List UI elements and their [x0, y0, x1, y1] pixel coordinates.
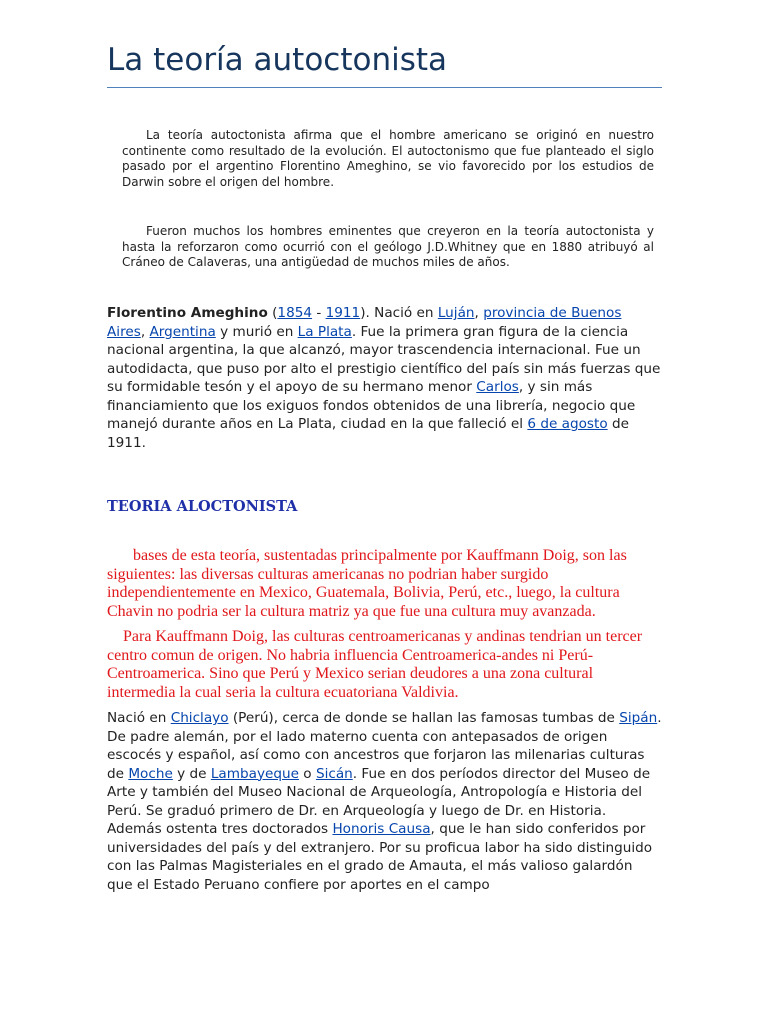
- text-fragment: o: [298, 765, 316, 782]
- text-fragment: ,: [140, 323, 150, 340]
- title-underline: [107, 87, 662, 88]
- text-fragment: y murió en: [215, 323, 298, 340]
- link-chiclayo[interactable]: Chiclayo: [170, 710, 229, 726]
- aloctonista-paragraph-2: Para Kauffmann Doig, las culturas centroamericanas y andinas tendrian un tercer centro comun de origen. No habria influencia Centroamerica-andes ni Perú-Centroamerica. Sino que Perú y Mexico serian deudores a una zona cultural intermedia la cual seria la cultura ecuatoriana Valdivia.: [107, 628, 643, 702]
- link-1911[interactable]: 1911: [325, 305, 361, 321]
- link-lambayeque[interactable]: Lambayeque: [210, 765, 299, 782]
- link-moche[interactable]: Moche: [128, 765, 173, 782]
- link-la-plata[interactable]: La Plata: [297, 323, 352, 340]
- text-fragment: , que le han sido conferidos por universidades del país y del extranjero. Por su proficua labor ha sido distinguido con las Palmas Magisteriales en el grado de Amauta, el más valioso galardón que el Estado Peruano confiere por aportes en el campo: [107, 821, 653, 893]
- intro-paragraph-2: Fueron muchos los hombres eminentes que creyeron en la teoría autoctonista y hasta la reforzaron como ocurrió con el geólogo J.D.Whitney que en 1880 atribuyó al Cráneo de Calaveras, una antigüedad de muchos miles de años.: [122, 224, 654, 269]
- kauffmann-paragraph: [107, 709, 662, 894]
- text-fragment: -: [312, 305, 326, 321]
- aloctonista-paragraph-1: bases de esta teoría, sustentadas principalmente por Kauffmann Doig, son las siguientes: las diversas culturas americanas no podrian haber surgido independientemente en Mexico, Guatemala, Bolivia, Perú, etc., luego, la cultura Chavin no podria ser la cultura matriz ya que fue una cultura muy avanzada.: [107, 547, 627, 621]
- section-heading-aloctonista: TEORIA ALOCTONISTA: [107, 498, 298, 515]
- text-fragment: y de: [172, 765, 211, 782]
- link-provincia-buenos-aires[interactable]: provincia de Buenos Aires: [107, 305, 622, 340]
- text-fragment: Nació en: [107, 710, 171, 726]
- text-fragment: (: [267, 305, 278, 321]
- link-argentina[interactable]: Argentina: [149, 323, 216, 340]
- link-carlos[interactable]: Carlos: [476, 379, 519, 395]
- link-honoris-causa[interactable]: Honoris Causa: [332, 821, 431, 837]
- ameghino-paragraph: [107, 304, 662, 452]
- ameghino-name: Florentino Ameghino: [107, 305, 268, 321]
- page-title: La teoría autoctonista: [107, 42, 448, 78]
- link-6-de-agosto[interactable]: 6 de agosto: [527, 416, 608, 432]
- text-fragment: , y sin más financiamiento que los exiguos fondos obtenidos de una librería, negocio que manejó durante años en La Plata, ciudad en la que falleció el: [107, 379, 636, 432]
- text-fragment: . De padre alemán, por el lado materno cuenta con antepasados de origen escocés y español, así como con ancestros que forjaron las milenarias culturas de: [107, 710, 662, 782]
- link-sican[interactable]: Sicán: [315, 765, 353, 782]
- text-fragment: ,: [474, 305, 484, 321]
- link-1854[interactable]: 1854: [277, 305, 313, 321]
- link-lujan[interactable]: Luján: [437, 305, 475, 321]
- text-fragment: (Perú), cerca de donde se hallan las famosas tumbas de: [228, 710, 620, 726]
- intro-paragraph-1: La teoría autoctonista afirma que el hombre americano se originó en nuestro continente como resultado de la evolución. El autoctonismo que fue planteado el siglo pasado por el argentino Florentino Ameghino, se vio favorecido por los estudios de Darwin sobre el origen del hombre.: [122, 128, 654, 189]
- text-fragment: ). Nació en: [360, 305, 438, 321]
- text-fragment: . Fue la primera gran figura de la ciencia nacional argentina, la que alcanzó, mayor trascendencia internacional. Fue un autodidacta, que puso por alto el prestigio científico del país sin más fuerzas que su formidable tesón y el apoyo de su hermano menor: [107, 323, 661, 395]
- text-fragment: . Fue en dos períodos director del Museo de Arte y también del Museo Nacional de Arqueología, Antropología e Historia del Perú. Se graduó primero de Dr. en Arqueología y luego de Dr. en Historia. Además ostenta tres doctorados: [107, 765, 651, 837]
- link-sipan[interactable]: Sipán: [619, 710, 658, 726]
- text-fragment: de 1911.: [107, 416, 629, 451]
